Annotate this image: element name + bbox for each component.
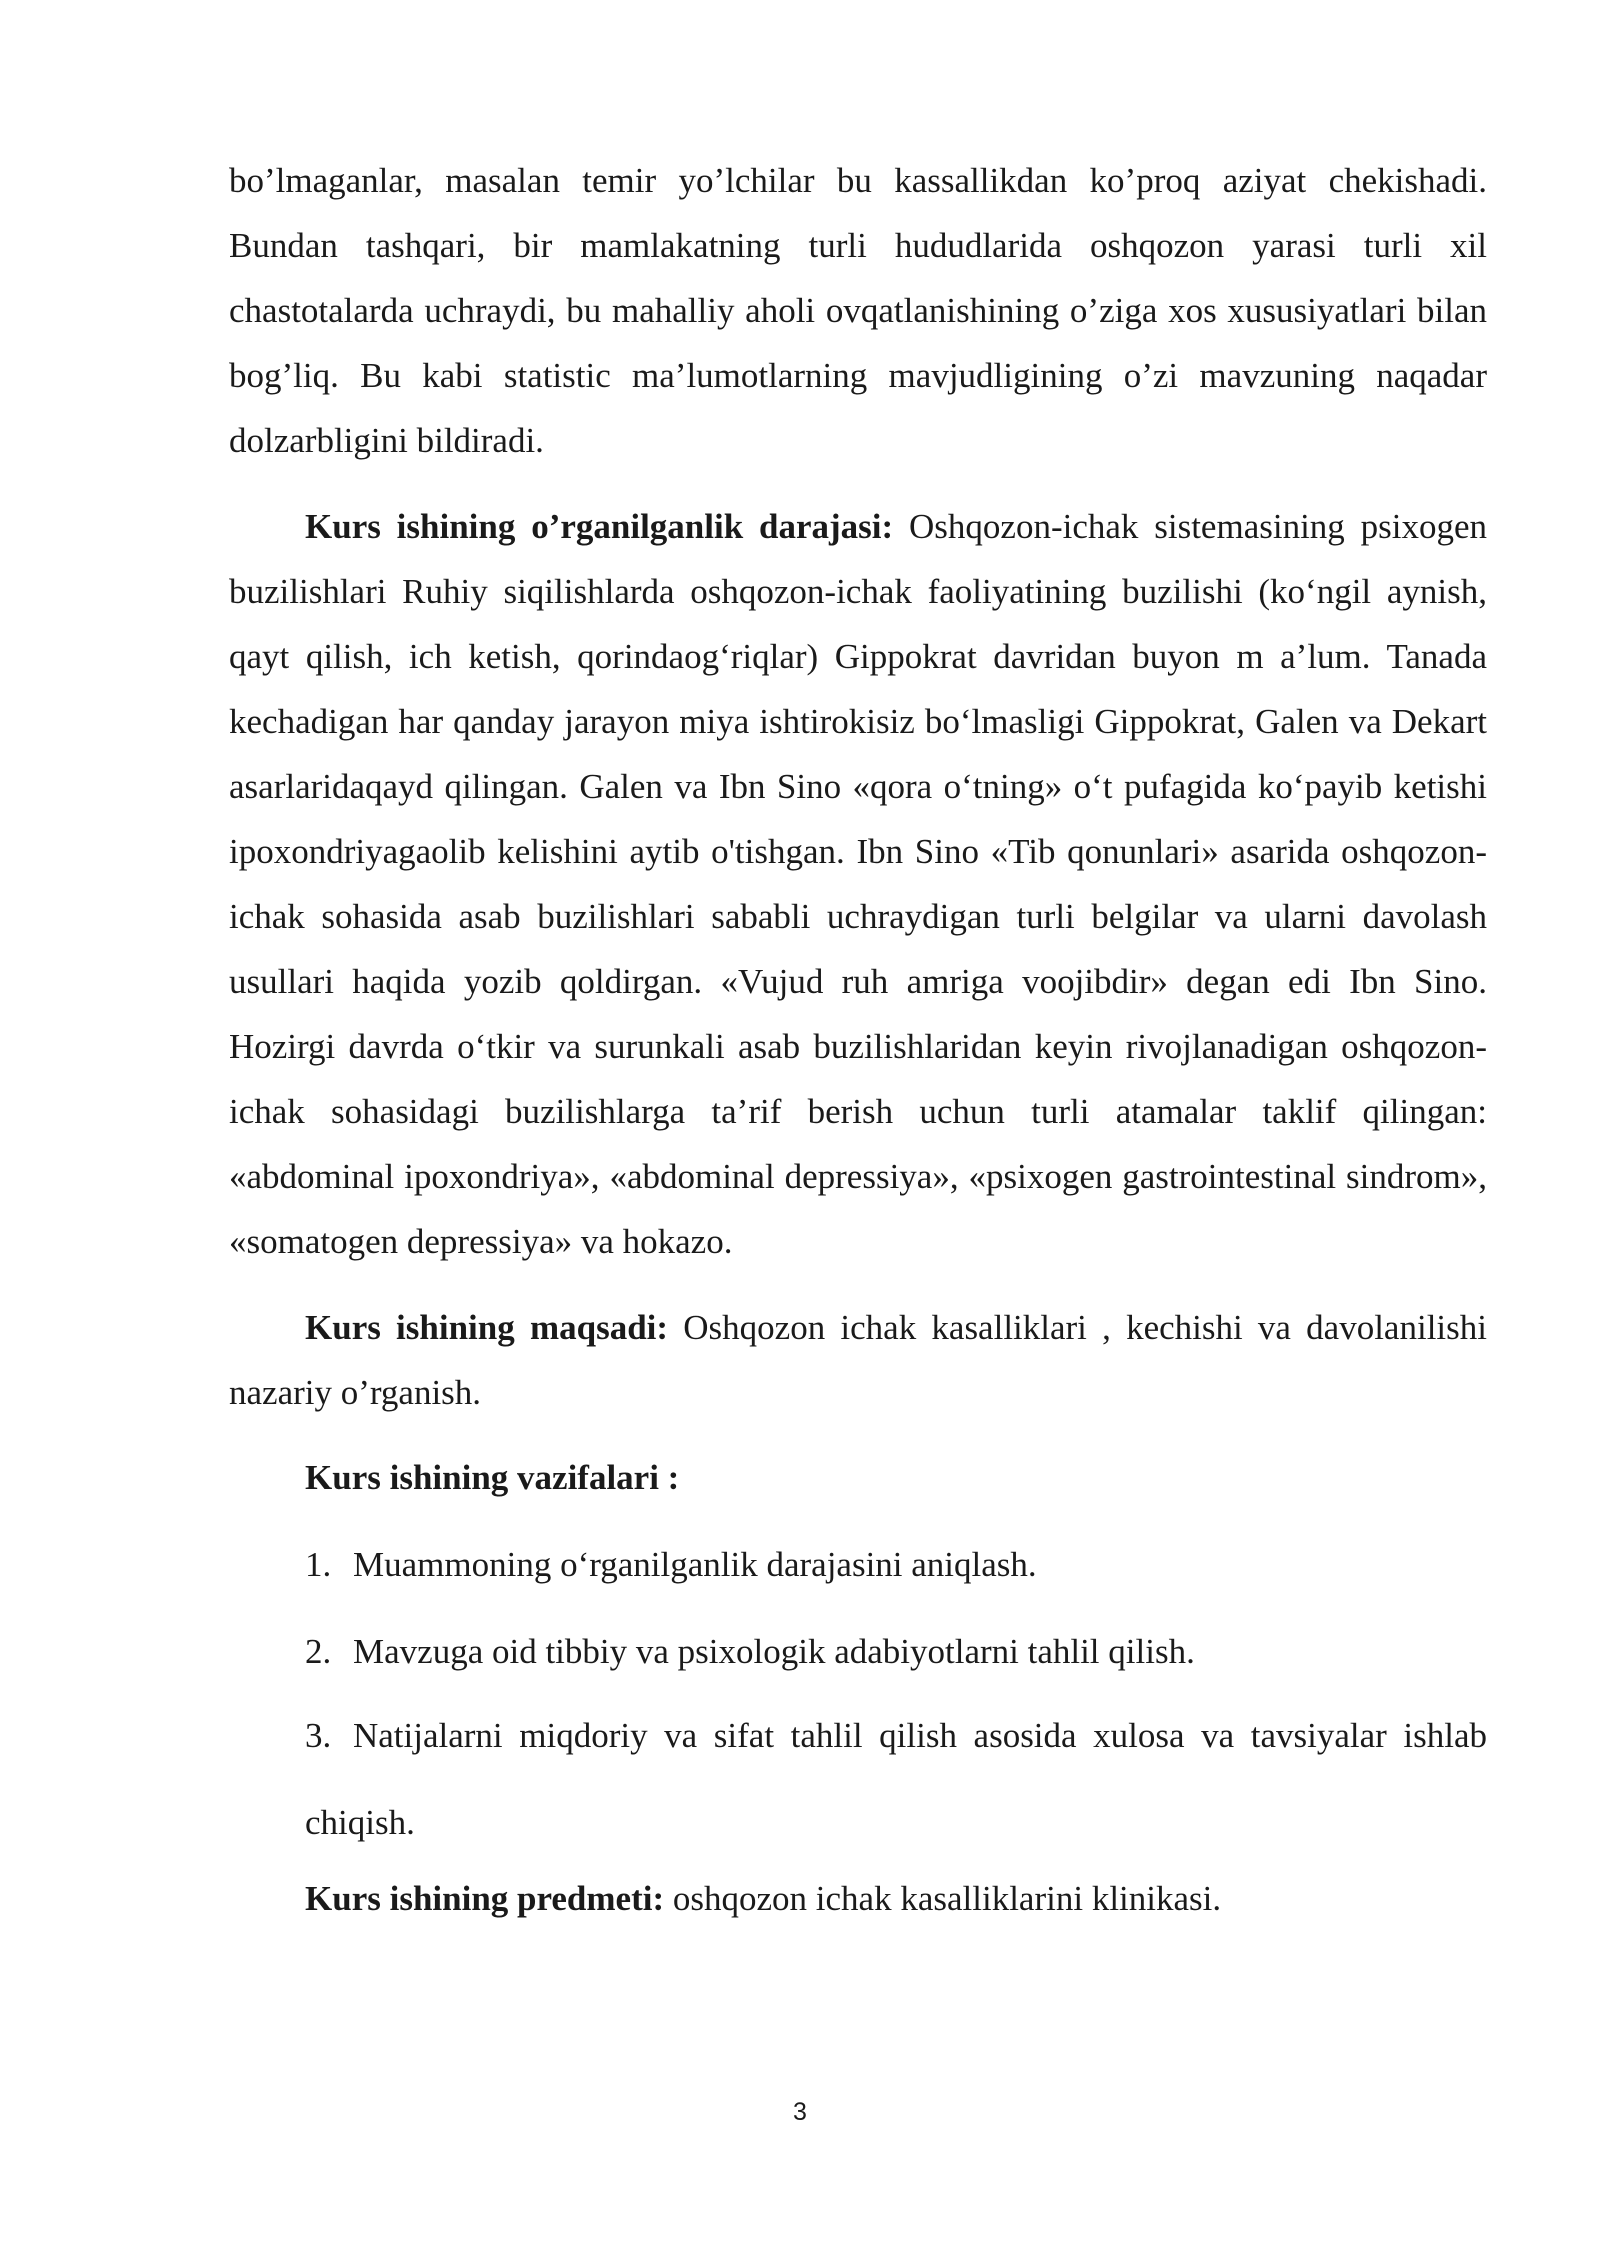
task-number: 3. — [305, 1716, 332, 1755]
task-text: Natijalarni miqdoriy va sifat tahlil qilish asosida xulosa va tavsiyalar ishlab chiqish. — [305, 1716, 1487, 1842]
task-item-1 — [305, 1532, 1487, 1597]
goal-paragraph — [229, 1295, 1487, 1425]
task-text: Muammoning o‘rganilganlik darajasini aniqlash. — [353, 1545, 1037, 1584]
tasks-heading: Kurs ishining vazifalari : — [305, 1458, 680, 1497]
goal-label: Kurs ishining maqsadi: — [305, 1308, 669, 1347]
subject-label: Kurs ishining predmeti: — [305, 1879, 665, 1918]
page-number: 3 — [793, 2098, 807, 2126]
goal-text: Oshqozon ichak kasalliklari , kechishi va davolanilishi nazariy o’rganish. — [229, 1308, 1487, 1412]
intro-paragraph: bo’lmaganlar, masalan temir yo’lchilar bu kassallikdan ko’proq aziyat chekishadi. Bundan tashqari, bir mamlakatning turli hududlarida oshqozon yarasi turli xil chastotalarda uchraydi, bu mahalliy aholi ovqatlanishining o’ziga xos xususiyatlari bilan bog’liq. Bu kabi statistic ma’lumotlarning mavjudligining o’zi mavzuning naqadar dolzarbligini bildiradi. — [229, 161, 1487, 460]
task-number: 2. — [305, 1632, 332, 1671]
subject-paragraph — [305, 1866, 1487, 1931]
study-level-label: Kurs ishining o’rganilganlik darajasi: — [305, 507, 894, 546]
subject-text: oshqozon ichak kasalliklarini klinikasi. — [664, 1879, 1222, 1918]
task-item-2 — [305, 1619, 1487, 1684]
task-text: Mavzuga oid tibbiy va psixologik adabiyotlarni tahlil qilish. — [353, 1632, 1195, 1671]
study-level-text: Oshqozon-ichak sistemasining psixogen buzilishlari Ruhiy siqilishlarda oshqozon-ichak faoliyatining buzilishi (ko‘ngil aynish, qayt qilish, ich ketish, qorindaog‘riqlar) Gippokrat davridan buyon m a’lum. Tanada kechadigan har qanday jarayon miya ishtirokisiz bo‘lmasligi Gippokrat, Galen va Dekart asarlaridaqayd qilingan. Galen va Ibn Sino «qora o‘tning» o‘t pufagida ko‘payib ketishi ipoxondriyagaolib kelishini aytib o'tishgan. Ibn Sino «Tib qonunlari» asarida oshqozon-ichak sohasida asab buzilishlari sababli uchraydigan turli belgilar va ularni davolash usullari haqida yozib qoldirgan. «Vujud ruh amriga voojibdir» degan edi Ibn Sino. Hozirgi davrda o‘tkir va surunkali asab buzilishlaridan keyin rivojlanadigan oshqozon-ichak sohasidagi buzilishlarga ta’rif berish uchun turli atamalar taklif qilingan: «abdominal ipoxondriya», «abdominal depressiya», «psixogen gastrointestinal sindrom», «somatogen depressiya» va hokazo. — [229, 507, 1488, 1261]
task-number: 1. — [305, 1545, 332, 1584]
study-level-paragraph — [229, 494, 1487, 1274]
task-item-3 — [305, 1692, 1487, 1866]
document-page — [229, 148, 1487, 1931]
